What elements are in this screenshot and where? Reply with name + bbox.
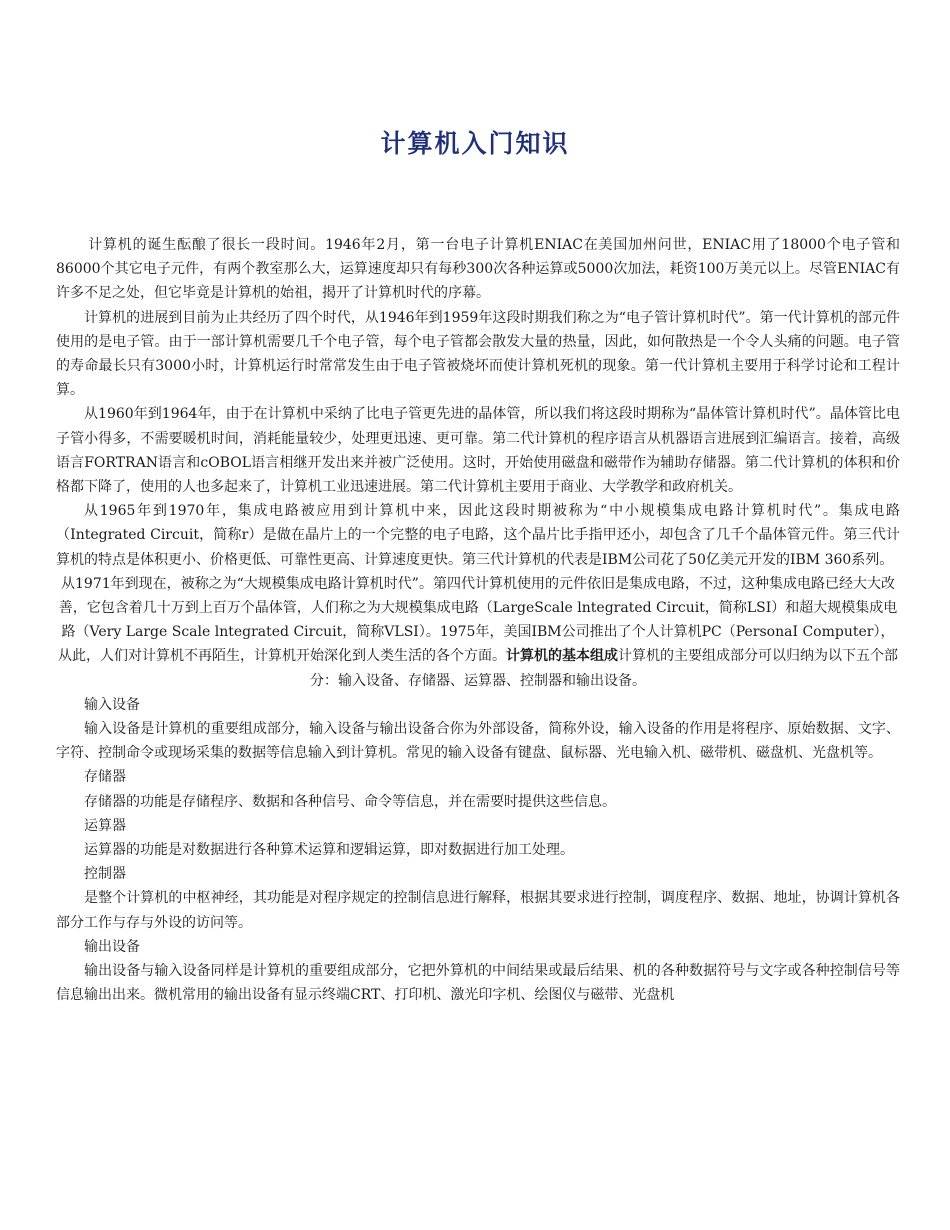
- fourth-generation-text: 从1971年到现在，被称之为“大规模集成电路计算机时代”。第四代计算机使用的元件依旧是集成电路，不过，这种集成电路已经大大改善，它包含着几十万到上百万个晶体管，人们称之为大规模集成电路（LargeScale lntegrated Circuit，简称LSI）和超大规模集成电路（Very Large Scale lntegrated Circuit，简称VLSI）。1975年，美国IBM公司推出了个人计算机PC（PersonaI Computer），从此，人们对计算机不再陌生，计算机开始深化到人类生活的各个方面。: [58, 575, 898, 665]
- section-body-alu: 运算器的功能是对数据进行各种算术运算和逻辑运算，即对数据进行加工处理。: [84, 842, 574, 859]
- section-heading-storage: 存储器: [84, 769, 126, 786]
- document-title: 计算机入门知识: [380, 129, 570, 158]
- section-body-storage: 存储器的功能是存储程序、数据和各种信号、命令等信息，并在需要时提供这些信息。: [84, 793, 616, 810]
- composition-heading: 计算机的基本组成: [506, 648, 618, 665]
- document-body: [56, 233, 900, 1008]
- paragraph-third-generation: 从1965年到1970年，集成电路被应用到计算机中来，因此这段时期被称为“中小规模集成电路计算机时代”。集成电路（Integrated Circuit，简称r）是做在晶片上的一个完整的电子电路，这个晶片比手指甲还小，却包含了几千个晶体管元件。第三代计算机的特点是体积更小、价格更低、可靠性更高、计算速度更快。第三代计算机的代表是IBM公司花了50亿美元开发的IBM 360系列。: [56, 503, 900, 568]
- paragraph-fourth-generation: [56, 572, 900, 693]
- composition-intro: 计算机的主要组成部分可以归纳为以下五个部分：输入设备、存储器、运算器、控制器和输出设备。: [310, 648, 898, 689]
- section-body-output: 输出设备与输入设备同样是计算机的重要组成部分，它把外算机的中间结果或最后结果、机的各种数据符号与文字或各种控制信号等信息输出出来。微机常用的输出设备有显示终端CRT、打印机、激光印字机、绘图仪与磁带、光盘机: [56, 963, 900, 1004]
- section-heading-input: 输入设备: [84, 696, 140, 713]
- section-heading-output: 输出设备: [84, 938, 140, 955]
- section-heading-alu: 运算器: [84, 817, 126, 834]
- section-heading-controller: 控制器: [84, 866, 126, 883]
- paragraph-first-generation: 计算机的进展到目前为止共经历了四个时代，从1946年到1959年这段时期我们称之为“电子管计算机时代”。第一代计算机的部元件使用的是电子管。由于一部计算机需要几千个电子管，每个电子管都会散发大量的热量，因此，如何散热是一个令人头痛的问题。电子管的寿命最长只有3000小时，计算机运行时常常发生由于电子管被烧坏而使计算机死机的现象。第一代计算机主要用于科学讨论和工程计算。: [56, 309, 900, 399]
- paragraph-eniac: 计算机的诞生酝酿了很长一段时间。1946年2月，第一台电子计算机ENIAC在美国加州问世，ENIAC用了18000个电子管和86000个其它电子元件，有两个教室那么大，运算速度却只有每秒300次各种运算或5000次加法，耗资100万美元以上。尽管ENIAC有许多不足之处，但它毕竟是计算机的始祖，揭开了计算机时代的序幕。: [56, 237, 900, 302]
- section-body-controller: 是整个计算机的中枢神经，其功能是对程序规定的控制信息进行解释，根据其要求进行控制，调度程序、数据、地址，协调计算机各部分工作与存与外设的访问等。: [56, 890, 900, 931]
- section-body-input: 输入设备是计算机的重要组成部分，输入设备与输出设备合你为外部设备，简称外设，输入设备的作用是将程序、原始数据、文字、字符、控制命令或现场采集的数据等信息输入到计算机。常见的输入设备有键盘、鼠标器、光电输入机、磁带机、磁盘机、光盘机等。: [56, 721, 900, 762]
- paragraph-second-generation: 从1960年到1964年，由于在计算机中采纳了比电子管更先进的晶体管，所以我们将这段时期称为“晶体管计算机时代”。晶体管比电子管小得多，不需要暖机时间，消耗能量较少，处理更迅速、更可靠。第二代计算机的程序语言从机器语言进展到汇编语言。接着，高级语言FORTRAN语言和cOBOL语言相继开发出来并被广泛使用。这时，开始使用磁盘和磁带作为辅助存储器。第二代计算机的体积和价格都下降了，使用的人也多起来了，计算机工业迅速进展。第二代计算机主要用于商业、大学教学和政府机关。: [56, 406, 900, 496]
